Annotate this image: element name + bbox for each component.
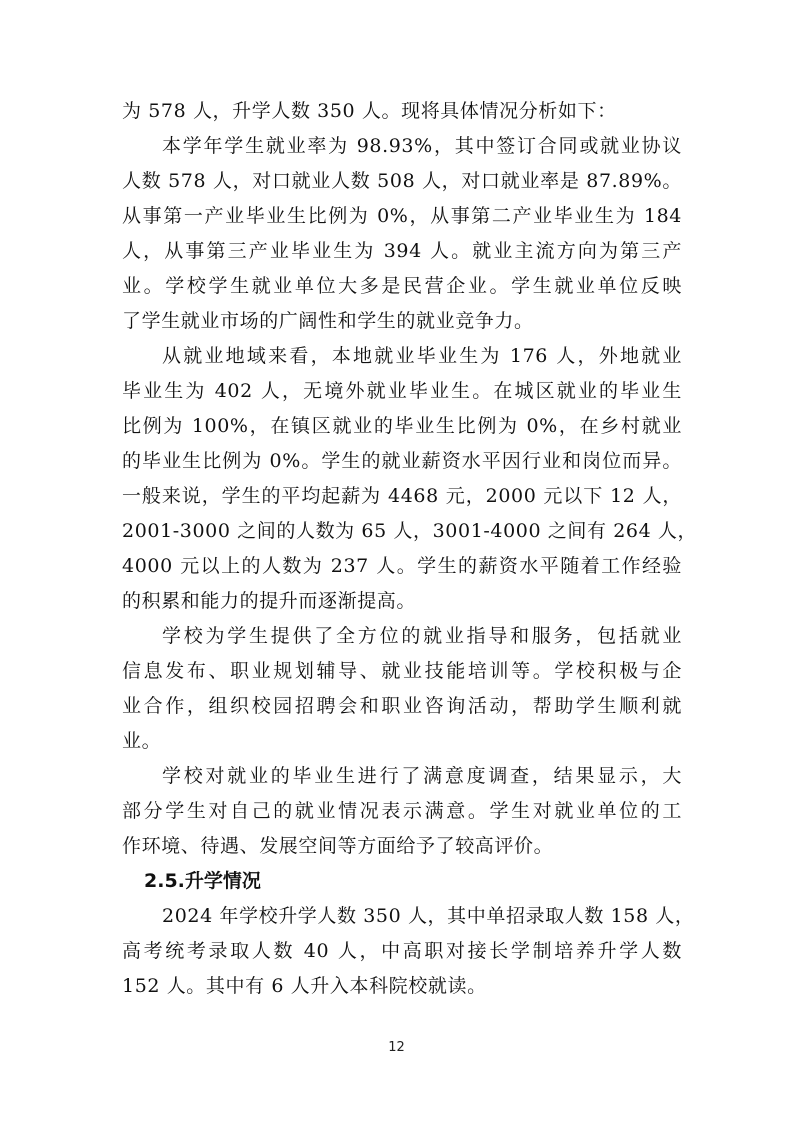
paragraph-employment-services bbox=[122, 619, 682, 759]
section-heading: 2.5.升学情况 bbox=[144, 870, 261, 892]
text-line: 为 578 人，升学人数 350 人。现将具体情况分析如下： bbox=[122, 100, 617, 122]
document-body bbox=[122, 94, 698, 1004]
text-line: 信息发布、职业规划辅导、就业技能培训等。学校积极与企 bbox=[122, 660, 682, 682]
text-line: 学校对就业的毕业生进行了满意度调查，结果显示，大 bbox=[162, 765, 682, 787]
text-line: 2024 年学校升学人数 350 人，其中单招录取人数 158 人， bbox=[162, 905, 695, 927]
text-line: 从事第一产业毕业生比例为 0%，从事第二产业毕业生为 184 bbox=[122, 205, 682, 227]
paragraph-further-study bbox=[122, 899, 695, 1004]
paragraph-employment-region bbox=[122, 339, 698, 619]
text-line: 高考统考录取人数 40 人，中高职对接长学制培养升学人数 bbox=[122, 940, 682, 962]
text-line: 152 人。其中有 6 人升入本科院校就读。 bbox=[122, 975, 487, 997]
text-line: 从就业地域来看，本地就业毕业生为 176 人，外地就业 bbox=[162, 345, 682, 367]
text-line: 人数 578 人，对口就业人数 508 人，对口就业率是 87.89%。 bbox=[122, 170, 682, 192]
text-line: 业。学校学生就业单位大多是民营企业。学生就业单位反映 bbox=[122, 275, 682, 297]
text-line: 一般来说，学生的平均起薪为 4468 元，2000 元以下 12 人， bbox=[122, 485, 682, 507]
page-number: 12 bbox=[388, 1040, 405, 1055]
text-line: 部分学生对自己的就业情况表示满意。学生对就业单位的工 bbox=[122, 800, 682, 822]
paragraph-employment-rate bbox=[122, 129, 682, 339]
text-line: 比例为 100%，在镇区就业的毕业生比例为 0%，在乡村就业 bbox=[122, 415, 682, 437]
text-line: 作环境、待遇、发展空间等方面给予了较高评价。 bbox=[122, 835, 554, 857]
text-line: 业。 bbox=[122, 730, 162, 752]
text-line: 的毕业生比例为 0%。学生的就业薪资水平因行业和岗位而异。 bbox=[122, 450, 682, 472]
paragraph-continuation bbox=[122, 94, 682, 129]
text-line: 的积累和能力的提升而逐渐提高。 bbox=[122, 590, 417, 612]
paragraph-satisfaction-survey bbox=[122, 759, 682, 864]
text-line: 4000 元以上的人数为 237 人。学生的薪资水平随着工作经验 bbox=[122, 555, 682, 577]
text-line: 了学生就业市场的广阔性和学生的就业竞争力。 bbox=[122, 310, 534, 332]
text-line: 学校为学生提供了全方位的就业指导和服务，包括就业 bbox=[162, 625, 682, 647]
text-line: 本学年学生就业率为 98.93%，其中签订合同或就业协议 bbox=[162, 135, 682, 157]
text-line: 人，从事第三产业毕业生为 394 人。就业主流方向为第三产 bbox=[122, 240, 682, 262]
text-line: 业合作，组织校园招聘会和职业咨询活动，帮助学生顺利就 bbox=[122, 695, 682, 717]
text-line: 2001-3000 之间的人数为 65 人，3001-4000 之间有 264 人， bbox=[122, 520, 698, 542]
text-line: 毕业生为 402 人，无境外就业毕业生。在城区就业的毕业生 bbox=[122, 380, 682, 402]
